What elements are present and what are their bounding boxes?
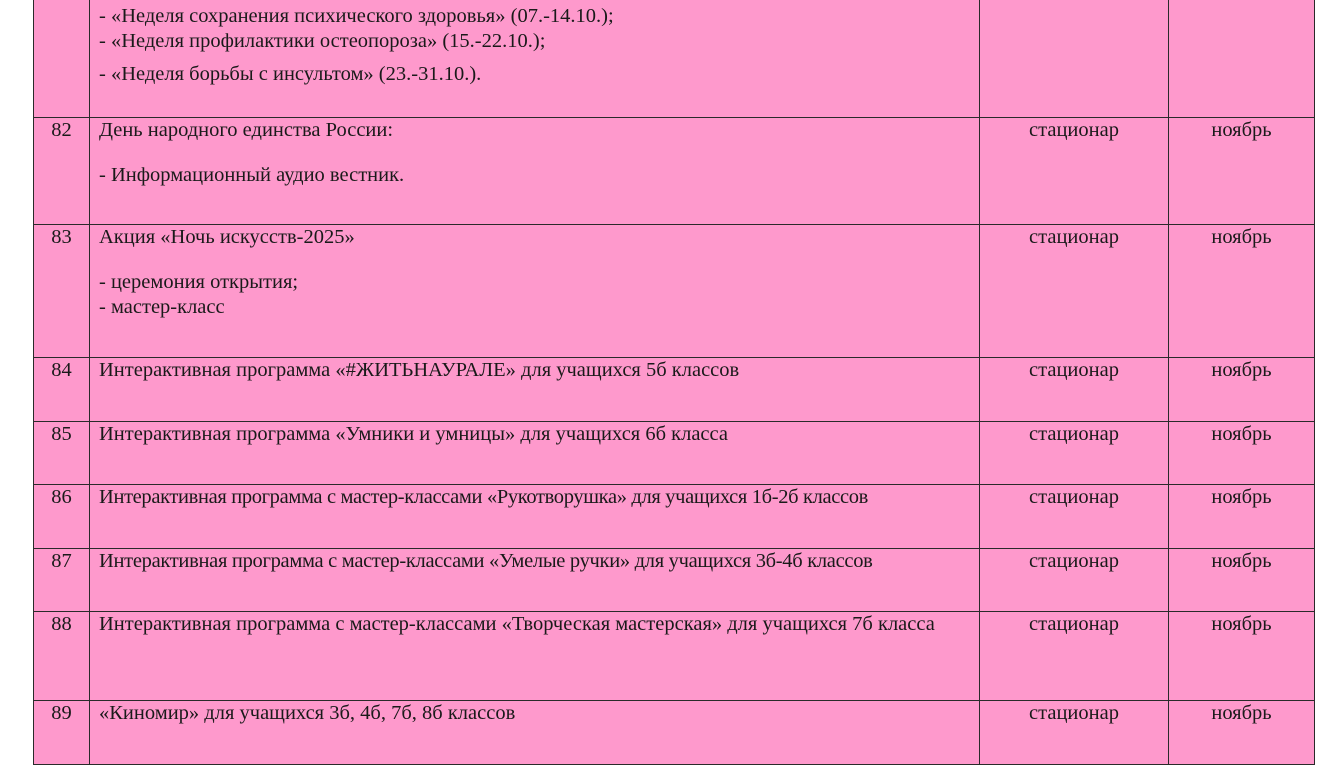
date-cell: [1169, 0, 1315, 117]
description-line: - «Неделя сохранения психического здоровья» (07.-14.10.);: [99, 5, 614, 27]
row-number-cell: 82: [34, 117, 90, 224]
description-cell: [90, 548, 980, 611]
place-cell: [980, 0, 1169, 117]
description-line: Интерактивная программа с мастер-классами «Творческая мастерская» для учащихся 7б класса: [99, 612, 935, 635]
description-line: - церемония открытия;: [99, 270, 299, 293]
description-line: - Информационный аудио вестник.: [99, 163, 405, 186]
description-line: - мастер-класс: [99, 295, 225, 318]
row-number-cell: 86: [34, 484, 90, 548]
description-cell: [90, 611, 980, 700]
table-row: [34, 421, 1315, 484]
row-number-cell: 83: [34, 224, 90, 357]
description-line: Интерактивная программа «#ЖИТЬНАУРАЛЕ» для учащихся 5б классов: [99, 358, 740, 381]
date-cell: ноябрь: [1169, 611, 1315, 700]
date-cell: ноябрь: [1169, 484, 1315, 548]
description-line: Интерактивная программа «Умники и умницы» для учащихся 6б класса: [99, 422, 728, 445]
description-line: Интерактивная программа с мастер-классами «Рукотворушка» для учащихся 1б-2б классов: [99, 485, 868, 508]
description-line: «Киномир» для учащихся 3б, 4б, 7б, 8б классов: [99, 701, 516, 724]
description-line: Интерактивная программа с мастер-классами «Умелые ручки» для учащихся 3б-4б классов: [99, 549, 873, 572]
row-number-cell: [34, 0, 90, 117]
description-cell: [90, 484, 980, 548]
row-number-cell: 88: [34, 611, 90, 700]
place-cell: стационар: [980, 484, 1169, 548]
description-line: Акция «Ночь искусств-2025»: [99, 225, 355, 248]
place-cell: стационар: [980, 700, 1169, 764]
date-cell: ноябрь: [1169, 548, 1315, 611]
table-row: [34, 548, 1315, 611]
description-line: - «Неделя профилактики остеопороза» (15.-22.10.);: [99, 30, 546, 52]
date-cell: ноябрь: [1169, 117, 1315, 224]
description-cell: [90, 700, 980, 764]
place-cell: стационар: [980, 421, 1169, 484]
table-row: [34, 224, 1315, 357]
place-cell: стационар: [980, 611, 1169, 700]
description-cell: [90, 357, 980, 421]
description-cell: [90, 117, 980, 224]
date-cell: ноябрь: [1169, 357, 1315, 421]
description-cell: [90, 0, 980, 117]
description-line: - «Неделя борьбы с инсультом» (23.-31.10.).: [99, 63, 482, 85]
table-row: [34, 0, 1315, 117]
description-line: День народного единства России:: [99, 118, 394, 141]
table-row: [34, 700, 1315, 764]
table-row: [34, 611, 1315, 700]
date-cell: ноябрь: [1169, 224, 1315, 357]
table-row: [34, 357, 1315, 421]
table-row: [34, 484, 1315, 548]
row-number-cell: 87: [34, 548, 90, 611]
place-cell: стационар: [980, 224, 1169, 357]
place-cell: стационар: [980, 117, 1169, 224]
row-number-cell: 89: [34, 700, 90, 764]
events-table: [33, 0, 1315, 765]
date-cell: ноябрь: [1169, 421, 1315, 484]
place-cell: стационар: [980, 357, 1169, 421]
place-cell: стационар: [980, 548, 1169, 611]
table-row: [34, 117, 1315, 224]
date-cell: ноябрь: [1169, 700, 1315, 764]
row-number-cell: 84: [34, 357, 90, 421]
description-cell: [90, 224, 980, 357]
description-cell: [90, 421, 980, 484]
row-number-cell: 85: [34, 421, 90, 484]
